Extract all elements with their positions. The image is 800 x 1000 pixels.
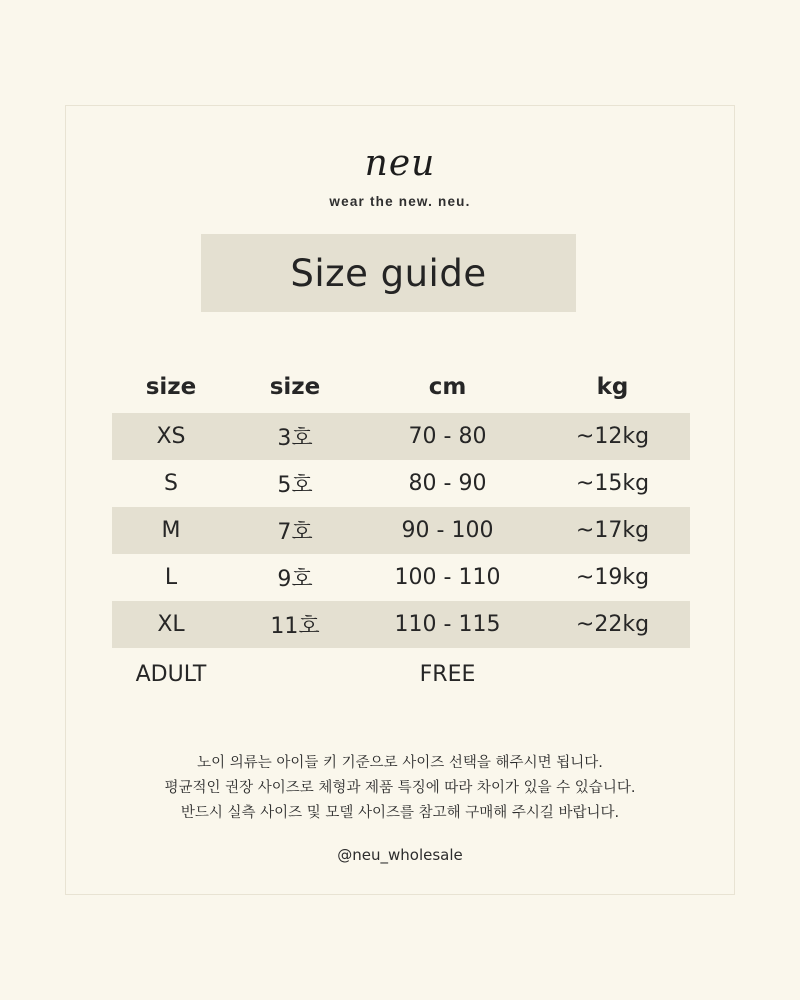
table-row [112,507,690,554]
cell-weight-kg: ~22kg [575,612,650,637]
cell-size-korean: 5호 [277,473,313,498]
cell-size-korean: 11호 [270,614,320,639]
cell-size-letter: XL [157,612,185,637]
table-header-row [112,361,690,413]
cell-weight-kg: ~19kg [575,565,650,590]
cell-size-letter: M [161,518,181,543]
cell-weight-kg: ~12kg [575,424,650,449]
note-line-2: 평균적인 권장 사이즈로 체형과 제품 특징에 따라 차이가 있을 수 있습니다. [164,780,636,796]
table-row [112,554,690,601]
note-line-3: 반드시 실측 사이즈 및 모델 사이즈를 참고해 구매해 주시길 바랍니다. [180,805,620,821]
cell-size-korean: 7호 [277,520,313,545]
title-band [201,234,576,312]
brand-tagline: wear the new. neu. [329,194,471,209]
cell-height-cm: 100 - 110 [394,565,501,590]
cell-size-letter: L [164,565,178,590]
cell-height-cm: 90 - 100 [401,518,494,543]
table-footer-row [112,648,690,700]
table-header-cm: cm [428,374,467,400]
cell-height-cm: 70 - 80 [408,424,487,449]
cell-size-letter: S [164,471,178,496]
table-header-kg: kg [596,374,629,400]
table-row [112,601,690,648]
cell-adult-label: ADULT [135,661,207,687]
cell-size-letter: XS [156,424,186,449]
cell-weight-kg: ~17kg [575,518,650,543]
note-line-1: 노이 의류는 아이들 키 기준으로 사이즈 선택을 해주시면 됩니다. [197,755,603,771]
table-row [112,413,690,460]
cell-height-cm: 110 - 115 [394,612,501,637]
page-title: Size guide [290,251,487,295]
cell-free-size: FREE [419,661,476,687]
cell-size-korean: 9호 [277,567,313,592]
cell-height-cm: 80 - 90 [408,471,487,496]
brand-block [66,143,734,209]
cell-weight-kg: ~15kg [575,471,650,496]
social-handle: @neu_wholesale [337,846,463,864]
size-guide-card [65,105,735,895]
table-header-size-korean: size [269,374,321,400]
size-table [112,361,690,700]
notes-block [66,751,734,826]
table-row [112,460,690,507]
cell-size-korean: 3호 [277,426,313,451]
brand-logo: neu [364,143,436,184]
table-header-size-letter: size [145,374,197,400]
